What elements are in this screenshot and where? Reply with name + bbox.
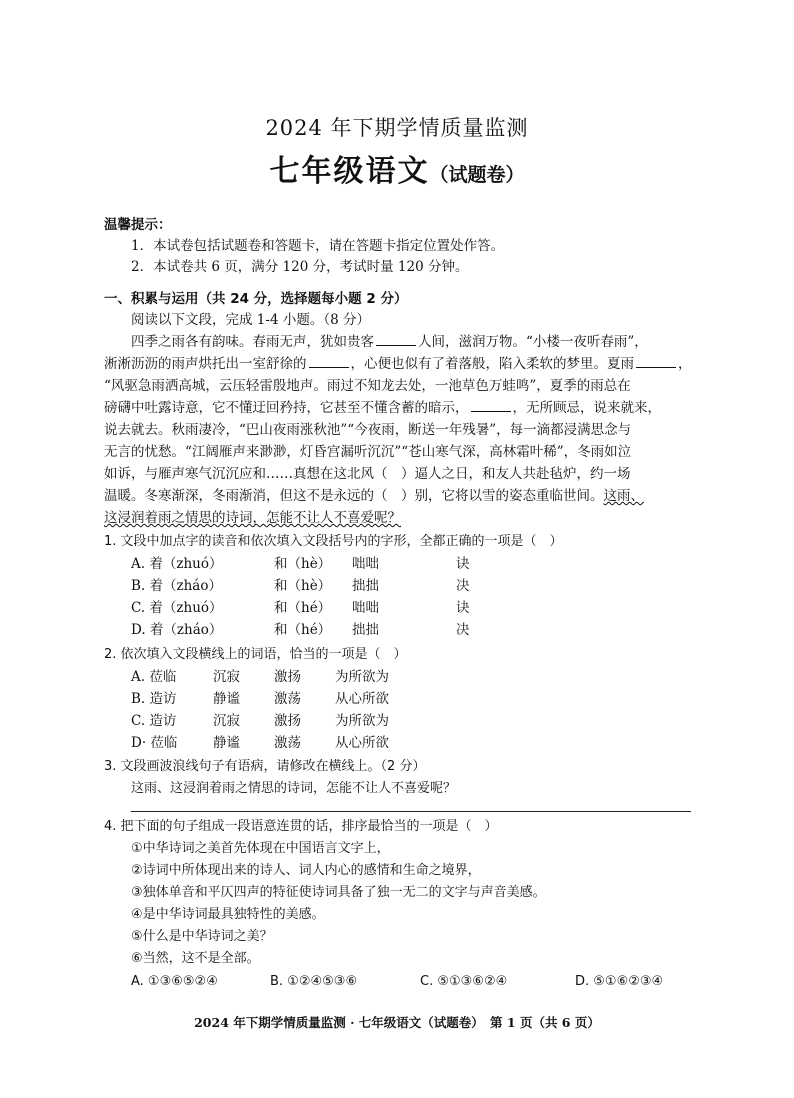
paper-type: （试题卷） bbox=[429, 164, 525, 186]
option-col: 决 bbox=[456, 622, 470, 638]
option-col: 咄咄 bbox=[352, 600, 379, 616]
option-a[interactable]: A. ①③⑥⑤②④ bbox=[131, 974, 218, 989]
wavy-sentence: 这雨、 bbox=[603, 488, 644, 504]
fill-blank bbox=[309, 355, 349, 368]
option-label: C. 着（zhuó） bbox=[131, 600, 223, 616]
fill-blank bbox=[636, 355, 676, 368]
option-col: 静谧 bbox=[213, 691, 240, 707]
option-d[interactable]: D. ⑤①⑥②③④ bbox=[575, 974, 664, 989]
subject-title bbox=[0, 146, 794, 190]
option-c[interactable]: C. ⑤①③⑥②④ bbox=[420, 974, 508, 989]
option-label: B. 造访 bbox=[131, 691, 177, 707]
passage-line: 无言的忧愁。“江阔雁声来渺渺，灯昏宫漏听沉沉”“苍山寒气深，高林霜叶稀”，冬雨如泣 bbox=[104, 444, 632, 460]
passage-line bbox=[104, 509, 401, 527]
passage-line: 四季之雨各有韵味。春雨无声，犹如贵客 人间，滋润万物。“小楼一夜听春雨”， bbox=[131, 334, 648, 350]
tips-heading: 温馨提示： bbox=[104, 217, 172, 233]
option-col: 激荡 bbox=[274, 735, 301, 751]
question-stem: 4. 把下面的句子组成一段语意连贯的话，排序最恰当的一项是（ ） bbox=[104, 819, 498, 834]
question-stem: 3. 文段画波浪线句子有语病，请修改在横线上。（2 分） bbox=[104, 759, 426, 774]
question-stem: 1. 文段中加点字的读音和依次填入文段括号内的字形，全都正确的一项是（ ） bbox=[104, 534, 563, 549]
option-label: A. 着（zhuó） bbox=[131, 556, 223, 572]
passage-line: “风驱急雨洒高城，云压轻雷殷地声。雨过不知龙去处，一池草色万蛙鸣”，夏季的雨总在 bbox=[104, 378, 631, 394]
option-col: 决 bbox=[456, 578, 470, 594]
wavy-sentence: 这浸润着雨之情思的诗词，怎能不让人不喜爱呢？ bbox=[104, 510, 401, 526]
faulty-sentence: 这雨、这浸润着雨之情思的诗词，怎能不让人不喜爱呢？ bbox=[131, 781, 457, 796]
option-col: 激扬 bbox=[274, 713, 301, 729]
option-label: A. 莅临 bbox=[131, 669, 177, 685]
passage-line: 磅礴中吐露诗意，它不懂迂回矜持，它甚至不懂含蓄的暗示， ，无所顾忌，说来就来， bbox=[104, 400, 661, 416]
option-col: 静谧 bbox=[213, 735, 240, 751]
option-col: 和（hé） bbox=[274, 622, 332, 638]
sentence-item: ⑤什么是中华诗词之美？ bbox=[131, 929, 273, 944]
option-col: 诀 bbox=[456, 600, 470, 616]
option-col: 沉寂 bbox=[213, 669, 240, 685]
fill-blank bbox=[471, 399, 511, 412]
option-b[interactable]: B. ①②④⑤③⑥ bbox=[270, 974, 358, 989]
subject-name: 七年级语文 bbox=[269, 154, 430, 189]
tip-item: 1．本试卷包括试题卷和答题卡，请在答题卡指定位置处作答。 bbox=[131, 238, 505, 254]
question-stem: 2. 依次填入文段横线上的词语，恰当的一项是（ ） bbox=[104, 647, 407, 662]
option-label: D. 着（zháo） bbox=[131, 622, 223, 638]
option-col: 为所欲为 bbox=[335, 669, 389, 685]
option-label: C. 造访 bbox=[131, 713, 177, 729]
option-col: 从心所欲 bbox=[335, 735, 389, 751]
sentence-item: ①中华诗词之美首先体现在中国语言文字上， bbox=[131, 841, 390, 856]
passage-line: 如诉，与雁声寒气沉沉应和……真想在这北风（ ）逼人之日，和友人共赴毡炉，约一场 bbox=[104, 466, 631, 482]
option-col: 为所欲为 bbox=[335, 713, 389, 729]
option-col: 拙拙 bbox=[352, 578, 379, 594]
passage-line: 淅淅沥沥的雨声烘托出一室舒徐的 ，心便也似有了着落般，陷入柔软的梦里。夏雨 ， bbox=[104, 356, 692, 372]
passage-line: 说去就去。秋雨凄冷，“巴山夜雨涨秋池”“今夜雨，断送一年残暑”，每一滴都浸满思念与 bbox=[104, 422, 632, 438]
exam-title: 2024 年下期学情质量监测 bbox=[265, 116, 529, 140]
fill-blank bbox=[376, 333, 416, 346]
answer-line[interactable] bbox=[131, 811, 691, 812]
sentence-item: ⑥当然，这不是全部。 bbox=[131, 951, 260, 966]
option-col: 和（hè） bbox=[274, 556, 332, 572]
option-col: 诀 bbox=[456, 556, 470, 572]
page-footer: 2024 年下期学情质量监测 · 七年级语文（试题卷） 第 1 页（共 6 页） bbox=[194, 1015, 600, 1030]
option-label: D· 莅临 bbox=[131, 735, 178, 751]
option-col: 拙拙 bbox=[352, 622, 379, 638]
section-heading: 一、积累与运用（共 24 分，选择题每小题 2 分） bbox=[104, 291, 408, 307]
sentence-item: ②诗词中所体现出来的诗人、词人内心的感情和生命之境界， bbox=[131, 863, 481, 878]
option-col: 从心所欲 bbox=[335, 691, 389, 707]
option-col: 和（hé） bbox=[274, 600, 332, 616]
option-col: 咄咄 bbox=[352, 556, 379, 572]
option-col: 激扬 bbox=[274, 669, 301, 685]
option-col: 激荡 bbox=[274, 691, 301, 707]
reading-intro: 阅读以下文段，完成 1-4 小题。（8 分） bbox=[131, 312, 370, 328]
option-col: 沉寂 bbox=[213, 713, 240, 729]
option-label: B. 着（zháo） bbox=[131, 578, 222, 594]
passage-line: 温暖。冬寒渐深，冬雨渐消，但这不是永远的（ ）别，它将以雪的姿态重临世间。这雨、 bbox=[104, 488, 644, 504]
sentence-item: ④是中华诗词最具独特性的美感。 bbox=[131, 907, 325, 922]
option-col: 和（hè） bbox=[274, 578, 332, 594]
sentence-item: ③独体单音和平仄四声的特征使诗词具备了独一无二的文字与声音美感。 bbox=[131, 885, 546, 900]
tip-item: 2．本试卷共 6 页，满分 120 分，考试时量 120 分钟。 bbox=[131, 259, 469, 275]
